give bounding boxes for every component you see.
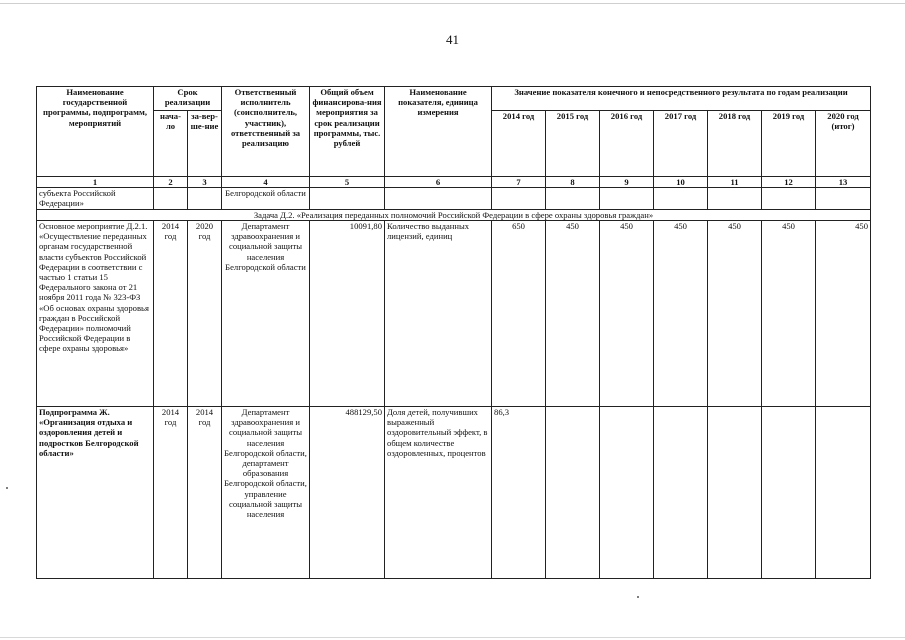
- row2-financing: 488129,50: [310, 407, 385, 579]
- header-financing: Общий объем финансирова-ния мероприятия за срок реализации программы, тыс. рублей: [310, 87, 385, 177]
- row1-value-2017: 450: [654, 221, 708, 407]
- scan-speck: [6, 487, 8, 489]
- row1-value-2014: 650: [492, 221, 546, 407]
- table-row: [37, 221, 871, 407]
- row2-value-2017: [654, 407, 708, 579]
- continuation-row: [37, 188, 871, 210]
- column-number: 10: [654, 177, 708, 188]
- column-number: 12: [762, 177, 816, 188]
- empty-cell: [310, 188, 385, 210]
- header-year-2018: 2018 год: [708, 111, 762, 177]
- row1-value-2018: 450: [708, 221, 762, 407]
- empty-cell: [816, 188, 871, 210]
- row2-value-2018: [708, 407, 762, 579]
- empty-cell: [654, 188, 708, 210]
- row2-responsible: Департамент здравоохранения и социальной защиты населения Белгородской области, департамент образования Белгородской области, управление социальной защиты населения: [222, 407, 310, 579]
- header-year-2017: 2017 год: [654, 111, 708, 177]
- empty-cell: [492, 188, 546, 210]
- header-year-2014: 2014 год: [492, 111, 546, 177]
- row2-value-2016: [600, 407, 654, 579]
- row1-start: 2014 год: [154, 221, 188, 407]
- column-number: 1: [37, 177, 154, 188]
- column-number-row: [37, 177, 871, 188]
- header-year-2019: 2019 год: [762, 111, 816, 177]
- row2-value-2019: [762, 407, 816, 579]
- header-row-1: [37, 87, 871, 111]
- scan-speck: [637, 596, 639, 598]
- row2-name: Подпрограмма Ж. «Организация отдыха и оздоровления детей и подростков Белгородской области»: [37, 407, 154, 579]
- column-number: 8: [546, 177, 600, 188]
- column-number: 6: [385, 177, 492, 188]
- column-number: 4: [222, 177, 310, 188]
- scan-edge-bottom: [0, 637, 905, 638]
- column-number: 7: [492, 177, 546, 188]
- header-name: Наименование государственной программы, подпрограмм, мероприятий: [37, 87, 154, 177]
- task-title: Задача Д.2. «Реализация переданных полномочий Российской Федерации в сфере охраны здоровья граждан»: [37, 210, 871, 221]
- header-values-group: Значение показателя конечного и непосредственного результата по годам реализации: [492, 87, 871, 111]
- header-indicator: Наименование показателя, единица измерения: [385, 87, 492, 177]
- row1-financing: 10091,80: [310, 221, 385, 407]
- empty-cell: [188, 188, 222, 210]
- header-year-2020: 2020 год (итог): [816, 111, 871, 177]
- empty-cell: [154, 188, 188, 210]
- column-number: 9: [600, 177, 654, 188]
- header-end: за-вер-ше-ние: [188, 111, 222, 177]
- results-table: [36, 86, 871, 579]
- continuation-name: субъекта Российской Федерации»: [37, 188, 154, 210]
- row1-value-2019: 450: [762, 221, 816, 407]
- header-responsible: Ответственный исполнитель (соисполнитель, участник), ответственный за реализацию: [222, 87, 310, 177]
- column-number: 5: [310, 177, 385, 188]
- header-year-2016: 2016 год: [600, 111, 654, 177]
- row2-value-2020: [816, 407, 871, 579]
- empty-cell: [708, 188, 762, 210]
- column-number: 11: [708, 177, 762, 188]
- scan-edge-top: [0, 3, 905, 4]
- empty-cell: [762, 188, 816, 210]
- row1-responsible: Департамент здравоохранения и социальной защиты населения Белгородской области: [222, 221, 310, 407]
- page-number: 41: [446, 32, 459, 47]
- empty-cell: [600, 188, 654, 210]
- row2-start: 2014 год: [154, 407, 188, 579]
- column-number: 13: [816, 177, 871, 188]
- task-row: [37, 210, 871, 221]
- continuation-responsible: Белгородской области: [222, 188, 310, 210]
- row2-value-2015: [546, 407, 600, 579]
- row1-name: Основное мероприятие Д.2.1. «Осуществление переданных органам государственной власти субъектов Российской Федерации в соответствии с частью 1 статьи 15 Федерального закона от 21 ноября 2011 года № 323-ФЗ «Об основах охраны здоровья граждан в Российской Федерации» полномочий Российской Федерации в сфере охраны здоровья»: [37, 221, 154, 407]
- row2-indicator: Доля детей, получивших выраженный оздоровительный эффект, в общем количестве оздоровленных, процентов: [385, 407, 492, 579]
- column-number: 3: [188, 177, 222, 188]
- row2-value-2014: 86,3: [492, 407, 546, 579]
- row2-end: 2014 год: [188, 407, 222, 579]
- header-period: Срок реализации: [154, 87, 222, 111]
- row1-value-2015: 450: [546, 221, 600, 407]
- column-number: 2: [154, 177, 188, 188]
- header-year-2015: 2015 год: [546, 111, 600, 177]
- table-row: [37, 407, 871, 579]
- row1-value-2020: 450: [816, 221, 871, 407]
- empty-cell: [546, 188, 600, 210]
- header-start: нача-ло: [154, 111, 188, 177]
- row1-value-2016: 450: [600, 221, 654, 407]
- empty-cell: [385, 188, 492, 210]
- row1-indicator: Количество выданных лицензий, единиц: [385, 221, 492, 407]
- row1-end: 2020 год: [188, 221, 222, 407]
